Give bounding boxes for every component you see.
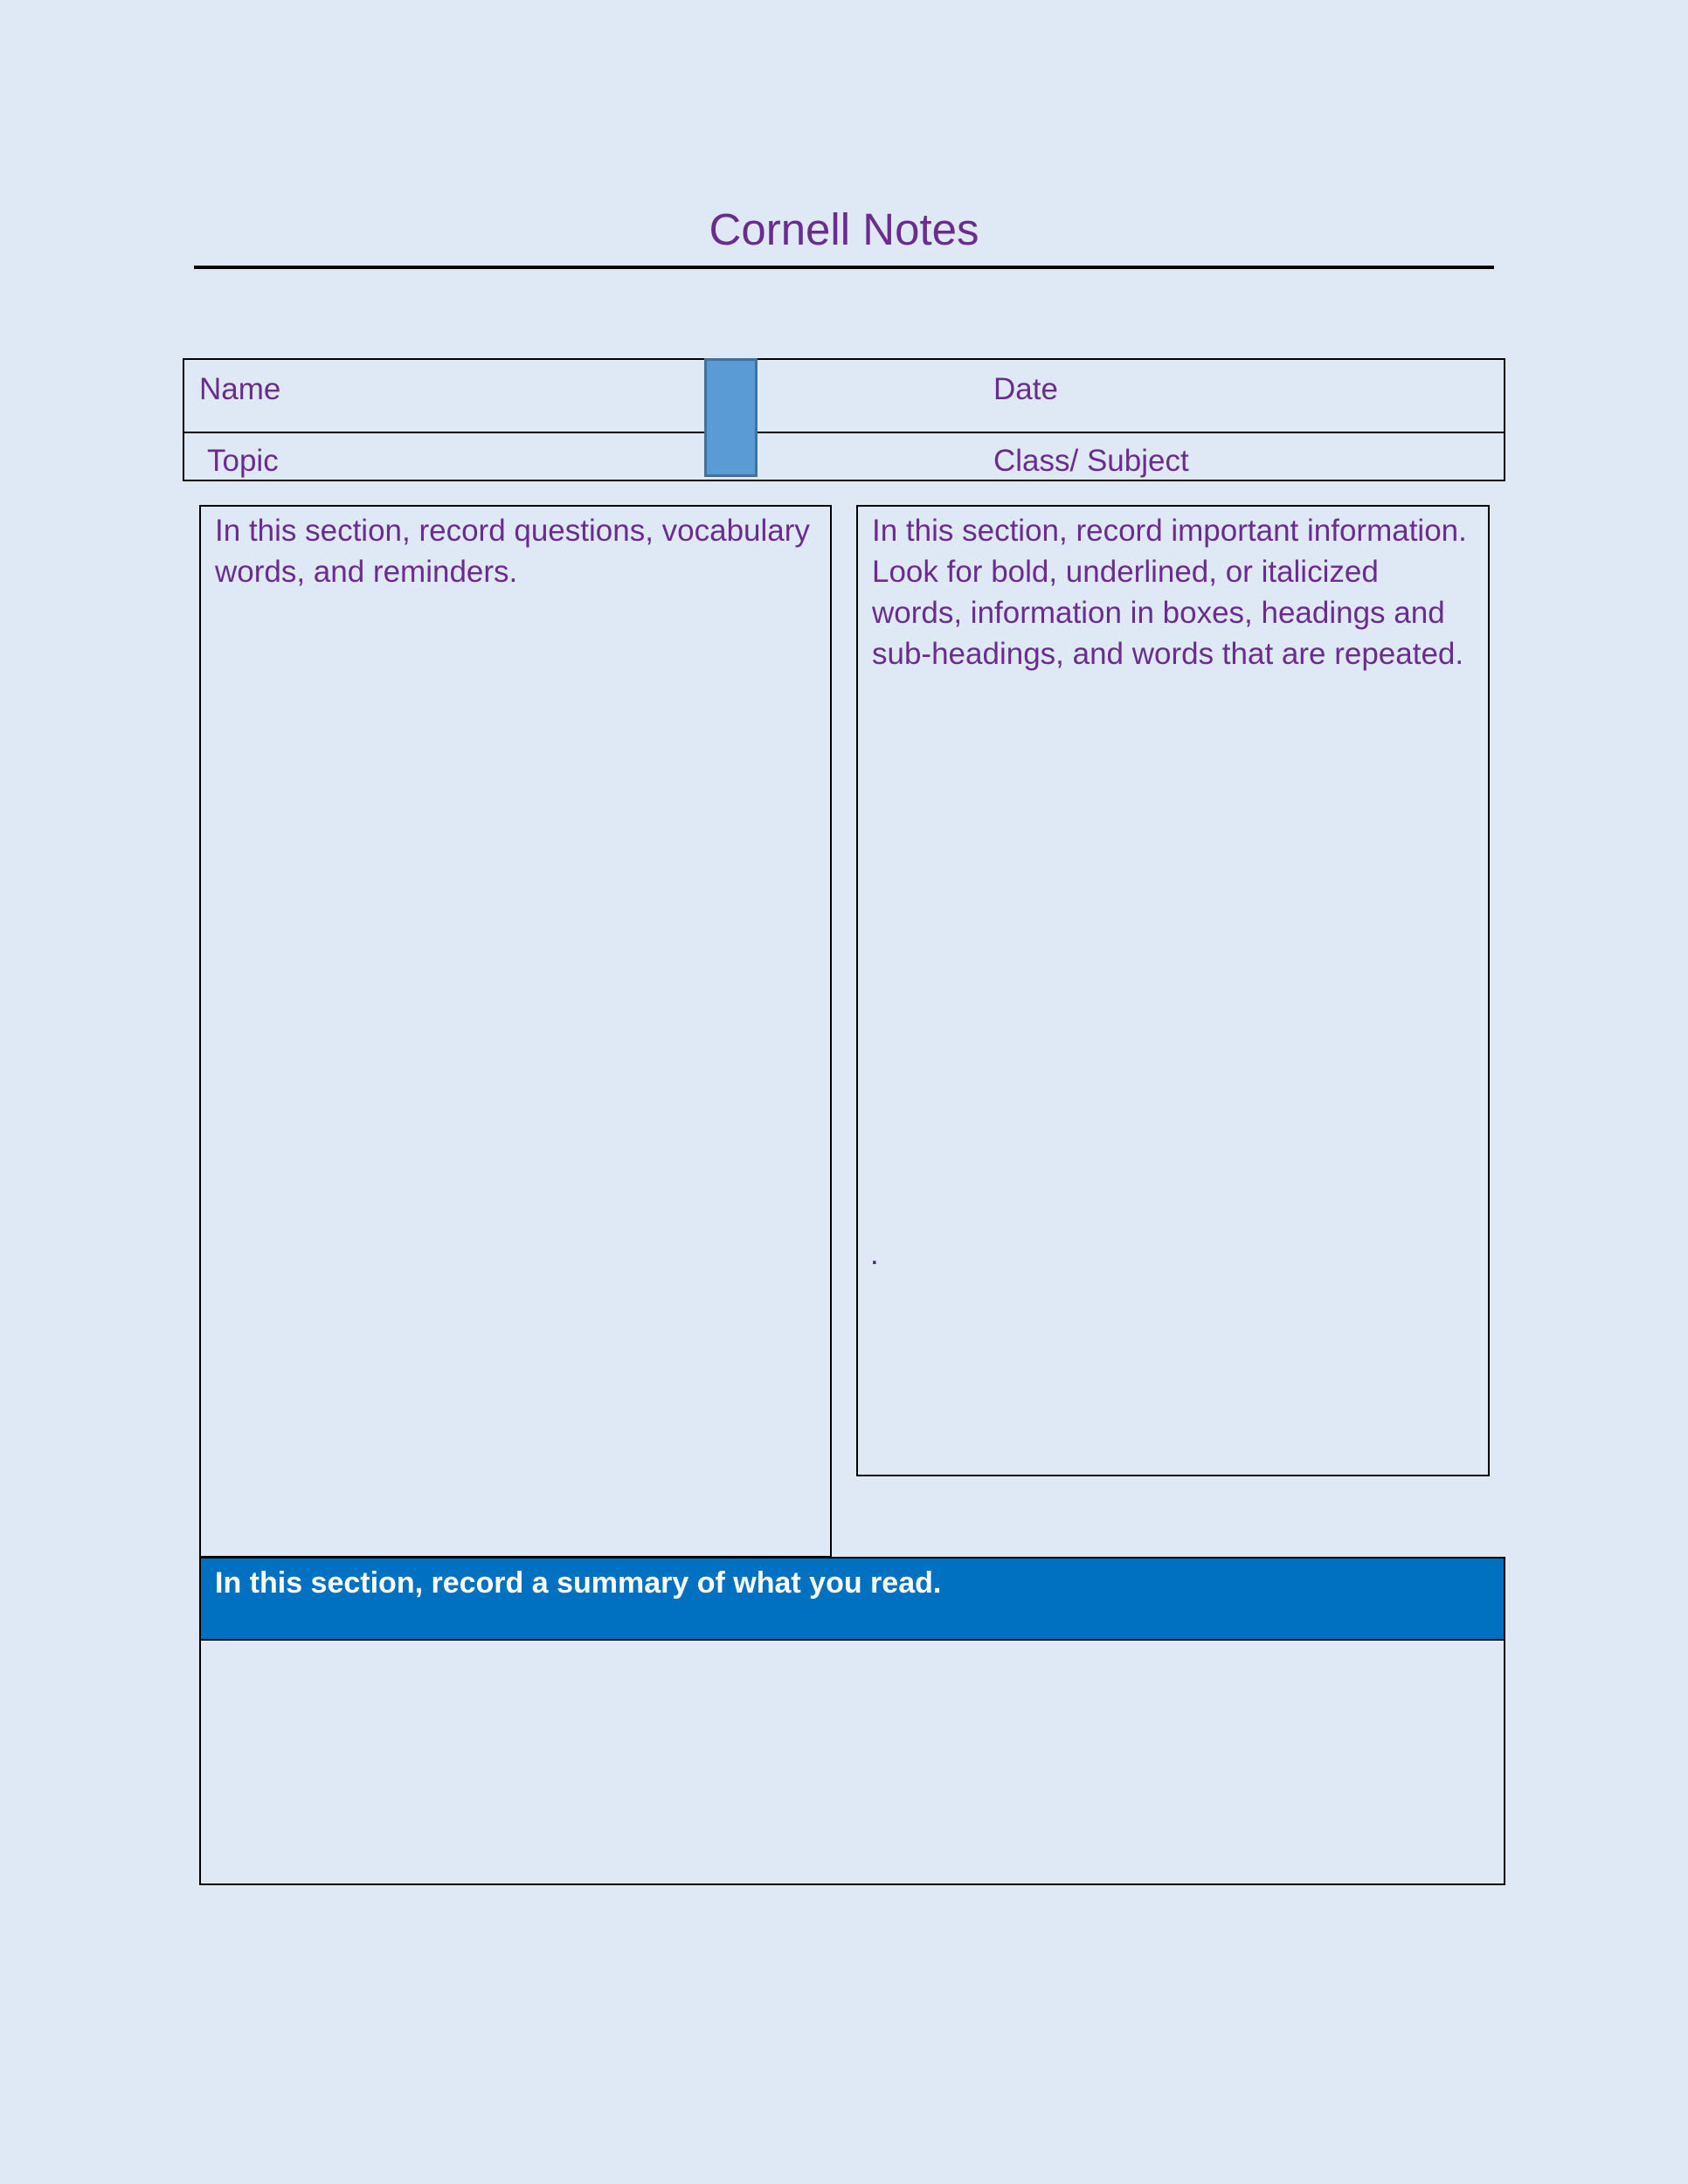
title-underline bbox=[194, 266, 1494, 269]
notes-column[interactable] bbox=[856, 505, 1490, 1476]
header-fields-table bbox=[183, 358, 1505, 481]
header-row-divider bbox=[184, 432, 1504, 433]
notes-column-instructions: In this section, record important information. Look for bold, underlined, or italicized words, information in boxes, headings and sub-headings, and words that are repeated. bbox=[872, 514, 1467, 671]
cue-column-instructions: In this section, record questions, vocabulary words, and reminders. bbox=[215, 514, 810, 589]
name-field-label[interactable]: Name bbox=[199, 372, 281, 406]
summary-header: In this section, record a summary of what you read. bbox=[201, 1559, 1504, 1641]
topic-field-label[interactable]: Topic bbox=[207, 444, 279, 478]
summary-section[interactable] bbox=[199, 1557, 1505, 1885]
blue-marker-shape bbox=[704, 358, 758, 477]
date-field-label[interactable]: Date bbox=[993, 372, 1058, 406]
class-subject-field-label[interactable]: Class/ Subject bbox=[993, 444, 1189, 478]
stray-mark: . bbox=[870, 1237, 879, 1271]
cue-column[interactable] bbox=[199, 505, 832, 1558]
page-title: Cornell Notes bbox=[709, 204, 979, 254]
